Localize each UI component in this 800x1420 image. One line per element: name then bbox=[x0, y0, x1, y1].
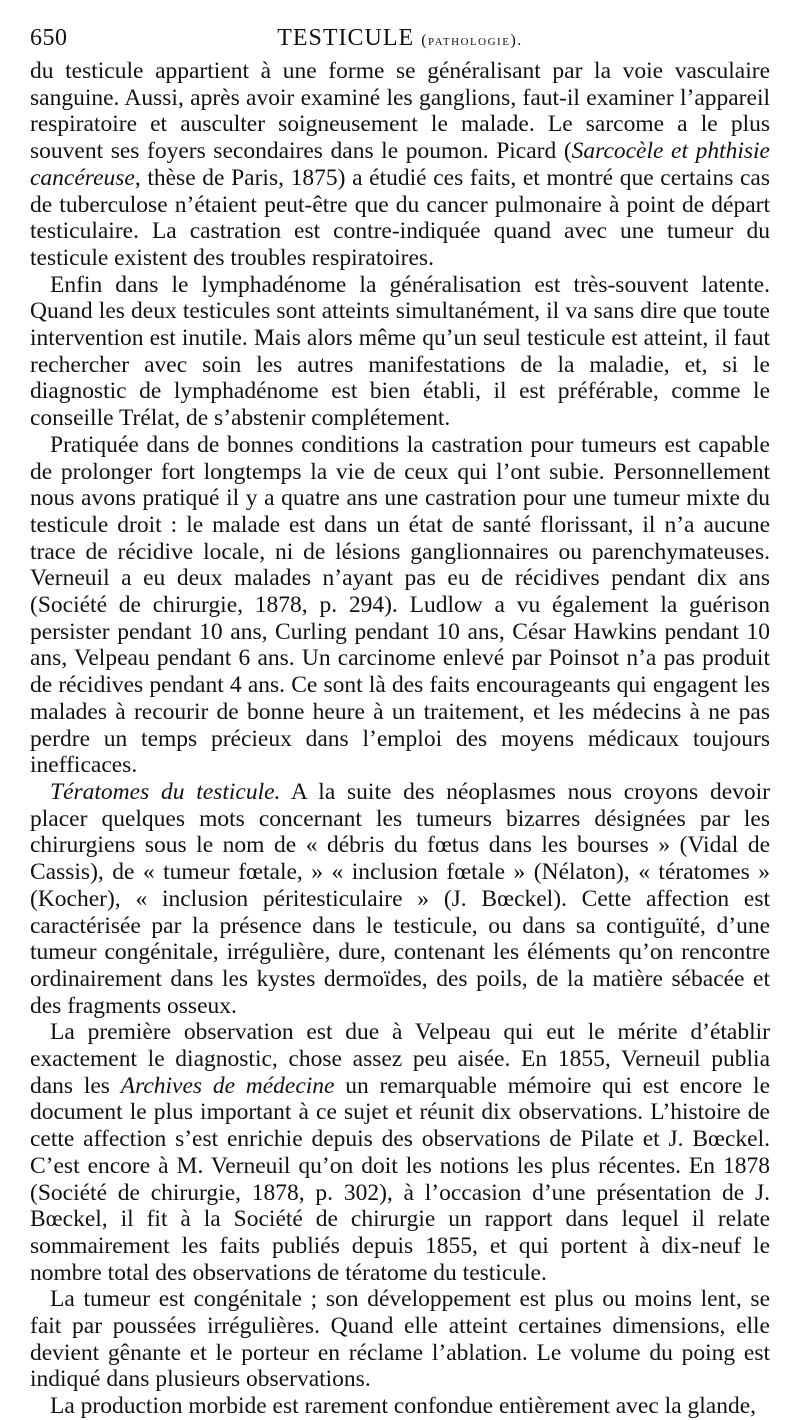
paragraph-3 bbox=[30, 432, 770, 779]
paragraph-7 bbox=[30, 1393, 770, 1420]
page-number: 650 bbox=[30, 25, 68, 51]
paragraph-2-text: Enfin dans le lymphadénome la généralisation est très-souvent latente. Quand les deux testicules sont atteints simultanément, il va sans dire que toute intervention est inutile. Mais alors même qu’un seul testicule est atteint, il faut rechercher avec soin les autres manifestations de la maladie, et, si le diagnostic de lymphadénome est bien établi, il est préférable, comme le conseille Trélat, de s’abstenir complétement. bbox=[30, 271, 770, 432]
paragraph-2 bbox=[30, 272, 770, 432]
paragraph-5-text-after: un remarquable mémoire qui est encore le document le plus important à ce sujet et réunit dix observations. L’histoire de cette affection s’est enrichie depuis des observations de Pilate et J. Bœckel. C’est encore à M. Verneuil qu’on doit les notions les plus récentes. En 1878 (Société de chirurgie, 1878, p. 302), à l’occasion d’une présentation de J. Bœckel, il fit à la Société de chirurgie un rapport dans lequel il relate sommairement les faits publiés depuis 1855, et qui portent à dix-neuf le nombre total des observations de tératome du testicule. bbox=[30, 1072, 771, 1286]
body-text bbox=[30, 58, 770, 1420]
paragraph-1-text: du testicule appartient à une forme se généralisant par la voie vasculaire sanguine. Aussi, après avoir examiné les ganglions, faut-il examiner l’appareil respiratoire et ausculter soigneusement le malade. Le sarcome a le plus souvent ses foyers secondaires dans le poumon. Picard ( bbox=[30, 58, 770, 165]
journal-title: Archives de médecine bbox=[120, 1072, 335, 1099]
paragraph-4-text: A la suite des néoplasmes nous croyons devoir placer quelques mots concernant les tumeurs bizarres désignées par les chirurgiens sous le nom de « débris du fœtus dans les bourses » (Vidal de Cassis), de « tumeur fœtale, » « inclusion fœtale » (Nélaton), « tératomes » (Kocher), « inclusion péritesticulaire » (J. Bœckel). Cette affection est caractérisée par la présence dans le testicule, ou dans sa contiguïté, d’une tumeur congénitale, irrégulière, dure, contenant les éléments qu’on rencontre ordinairement dans les kystes dermoïdes, des poils, de la matière sébacée et des fragments osseux. bbox=[30, 778, 770, 1019]
paragraph-6-text: La tumeur est congénitale ; son développement est plus ou moins lent, se fait par poussées irrégulières. Quand elle atteint certaines dimensions, elle devient gênante et le porteur en réclame l’ablation. Le volume du poing est indiqué dans plusieurs observations. bbox=[30, 1286, 770, 1393]
citation-title: Sarcocèle et phthisie cancéreuse bbox=[30, 138, 770, 191]
paragraph-6 bbox=[30, 1286, 770, 1393]
book-page bbox=[30, 24, 770, 1420]
paragraph-1 bbox=[30, 58, 770, 272]
paragraph-1-text-after: , thèse de Paris, 1875) a étudié ces faits, et montré que certains cas de tuberculose n’étaient peut-être que du cancer pulmonaire à point de départ testiculaire. La castration est contre-indiquée quand avec une tumeur du testicule existent des troubles respiratoires. bbox=[30, 164, 770, 271]
paragraph-4 bbox=[30, 779, 770, 1019]
running-title bbox=[30, 24, 770, 55]
section-heading-teratomes: Tératomes du testicule. bbox=[50, 778, 281, 805]
running-title-sub: (pathologie). bbox=[421, 32, 523, 49]
paragraph-7-text: La production morbide est rarement confondue entièrement avec la glande, bbox=[50, 1393, 757, 1420]
paragraph-5-text: La première observation est due à Velpeau qui eut le mérite d’établir exactement le diagnostic, chose assez peu aisée. En 1855, Verneuil publia dans les bbox=[30, 1019, 770, 1099]
paragraph-3-text: Pratiquée dans de bonnes conditions la castration pour tumeurs est capable de prolonger fort longtemps la vie de ceux qui l’ont subie. Personnellement nous avons pratiqué il y a quatre ans une castration pour une tumeur mixte du testicule droit : le malade est dans un état de santé florissant, il n’a aucune trace de récidive locale, ni de lésions ganglionnaires ou parenchymateuses. Verneuil a eu deux malades n’ayant pas eu de récidives pendant dix ans (Société de chirurgie, 1878, p. 294). Ludlow a vu également la guérison persister pendant 10 ans, Curling pendant 10 ans, César Hawkins pendant 10 ans, Velpeau pendant 6 ans. Un carcinome enlevé par Poinsot n’a pas produit de récidives pendant 4 ans. Ce sont là des faits encourageants qui engagent les malades à recourir de bonne heure à un traitement, et les médecins à ne pas perdre un temps précieux dans l’emploi des moyens médicaux toujours inefficaces. bbox=[30, 431, 770, 779]
running-title-main: TESTICULE bbox=[277, 25, 415, 51]
running-header bbox=[30, 24, 770, 52]
paragraph-5 bbox=[30, 1019, 770, 1286]
